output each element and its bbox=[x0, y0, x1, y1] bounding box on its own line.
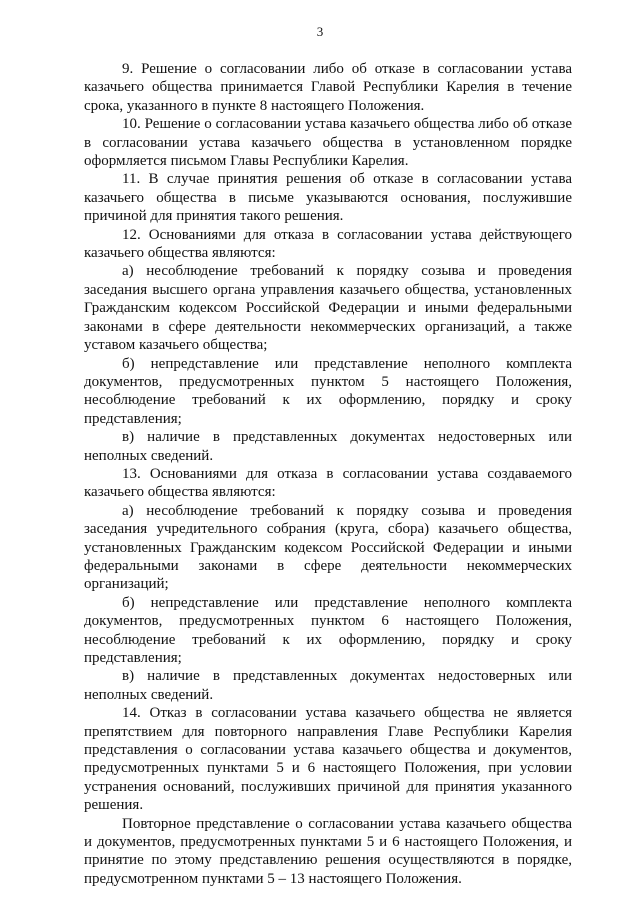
subitem-12-a: а) несоблюдение требований к порядку созыва и проведения заседания высшего органа управления казачьего общества, установленных Гражданским кодексом Российской Федерации и иными федеральными законами в сфере деятельности некоммерческих организаций, а также уставом казачьего общества; bbox=[84, 263, 572, 354]
paragraph-item-11: 11. В случае принятия решения об отказе в согласовании устава казачьего общества в письме указываются основания, послужившие причиной для принятия такого решения. bbox=[84, 171, 572, 225]
page-number: 3 bbox=[316, 24, 324, 39]
subitem-13-a: а) несоблюдение требований к порядку созыва и проведения заседания учредительного собрания (круга, сбора) казачьего общества, установленных Гражданским кодексом Российской Федерации и иными федеральными законами в сфере деятельности некоммерческих организаций; bbox=[84, 502, 572, 593]
paragraph-resubmission: Повторное представление о согласовании устава казачьего общества и документов, предусмотренных пунктами 5 и 6 настоящего Положения, и принятие по этому представлению решения осуществляются в порядке, предусмотренном пунктами 5 – 13 настоящего Положения. bbox=[84, 815, 572, 887]
document-body bbox=[84, 60, 572, 888]
paragraph-item-9: 9. Решение о согласовании либо об отказе в согласовании устава казачьего общества принимается Главой Республики Карелия в течение срока, указанного в пункте 8 настоящего Положения. bbox=[84, 61, 572, 114]
subitem-13-v: в) наличие в представленных документах недостоверных или неполных сведений. bbox=[84, 668, 572, 703]
subitem-13-b: б) непредставление или представление неполного комплекта документов, предусмотренных пунктом 6 настоящего Положения, несоблюдение требований к их оформлению, порядку и сроку представления; bbox=[84, 594, 572, 666]
paragraph-item-12: 12. Основаниями для отказа в согласовании устава действующего казачьего общества являются: bbox=[84, 226, 572, 262]
paragraph-item-10: 10. Решение о согласовании устава казачьего общества либо об отказе в согласовании устава казачьего общества в установленном порядке оформляется письмом Главы Республики Карелия. bbox=[84, 116, 572, 170]
subitem-12-b: б) непредставление или представление неполного комплекта документов, предусмотренных пунктом 5 настоящего Положения, несоблюдение требований к их оформлению, порядку и сроку представления; bbox=[84, 355, 572, 427]
subitem-12-v: в) наличие в представленных документах недостоверных или неполных сведений. bbox=[84, 429, 572, 464]
paragraph-item-14: 14. Отказ в согласовании устава казачьего общества не является препятствием для повторного направления Главе Республики Карелия представления о согласовании устава казачьего общества и документов, предусмотренных пунктами 5 и 6 настоящего Положения, при условии устранения оснований, послуживших причиной для принятия указанного решения. bbox=[84, 705, 572, 814]
paragraph-item-13: 13. Основаниями для отказа в согласовании устава создаваемого казачьего общества являются: bbox=[84, 465, 572, 501]
